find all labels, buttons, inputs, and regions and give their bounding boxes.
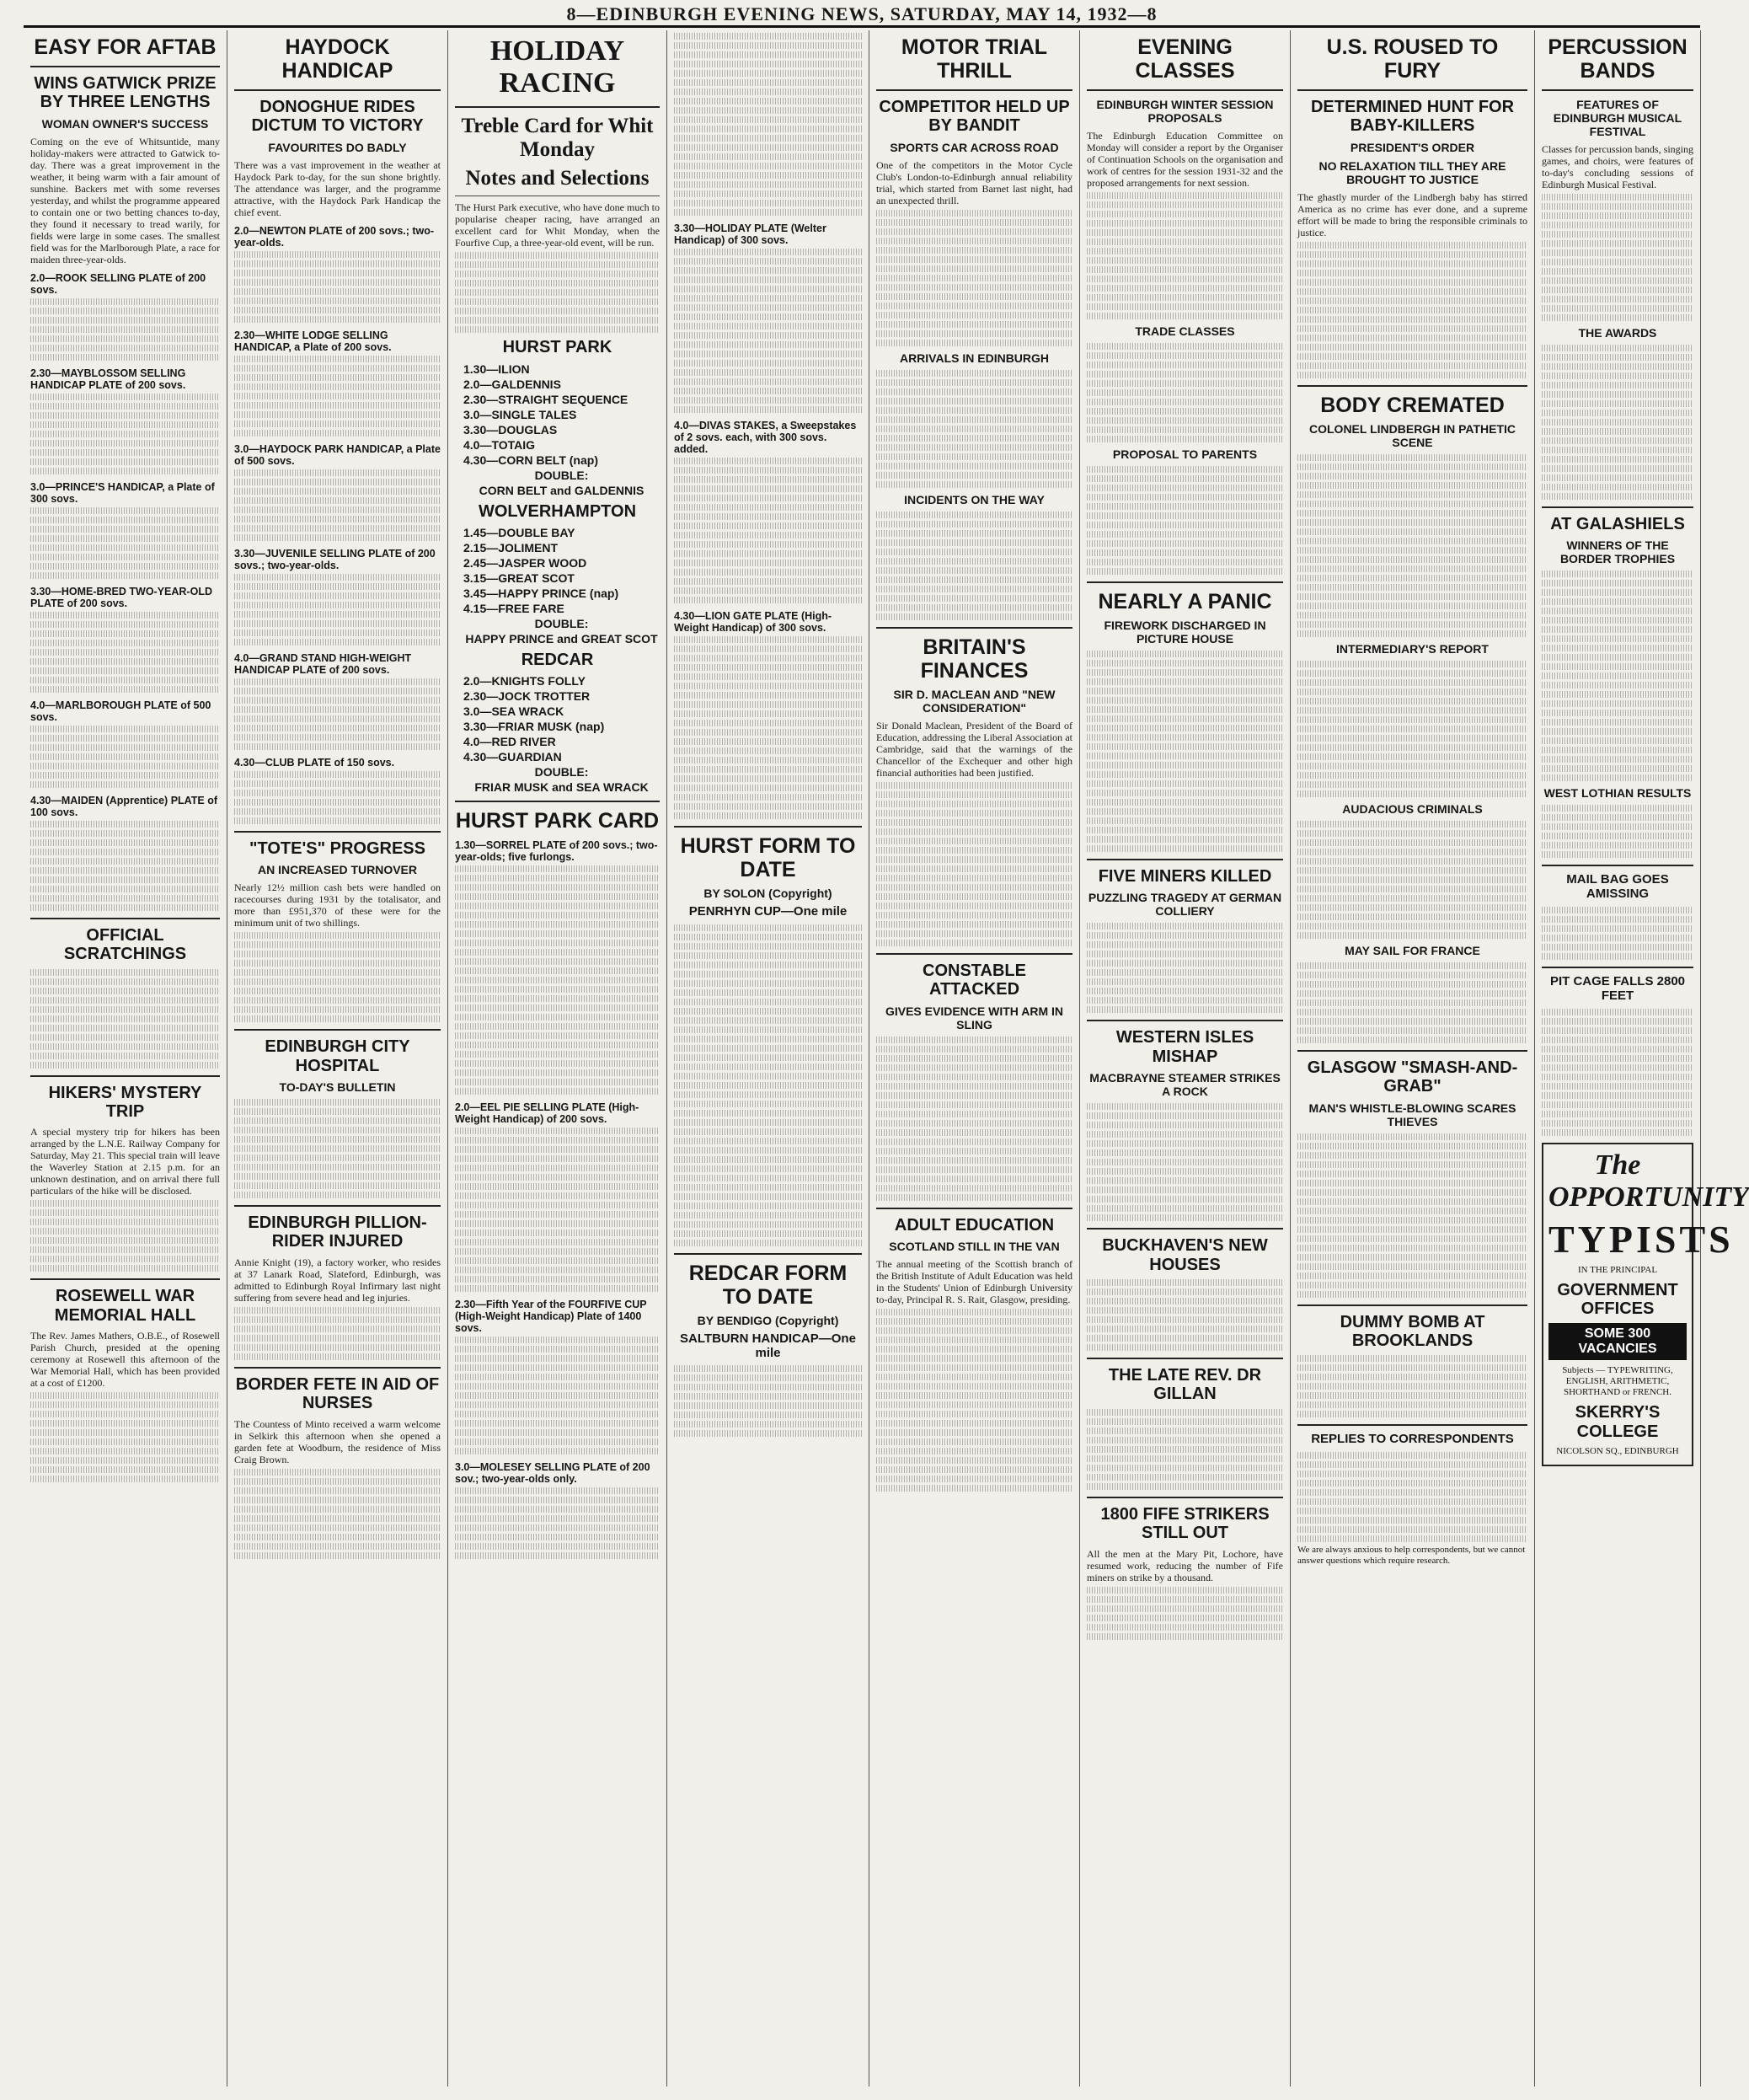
race-heading: 4.30—LION GATE PLATE (High-Weight Handicap) of 300 sovs. — [674, 610, 832, 634]
selection-item: 3.0—SEA WRACK — [463, 704, 564, 719]
headline-mail-bag: MAIL BAG GOES AMISSING — [1566, 872, 1669, 902]
race-heading: 3.30—JUVENILE SELLING PLATE of 200 sovs.; two-year-olds. — [234, 547, 436, 571]
race-heading: 3.30—HOME-BRED TWO-YEAR-OLD PLATE of 200 sovs. — [30, 585, 212, 609]
subhead-border-trophies: WINNERS OF THE BORDER TROPHIES — [1559, 538, 1676, 566]
subhead-west-lothian: WEST LOTHIAN RESULTS — [1543, 786, 1692, 801]
advert-government: GOVERNMENT OFFICES — [1557, 1280, 1678, 1318]
masthead: 8—EDINBURGH EVENING NEWS, SATURDAY, MAY 14, 1932—8 — [24, 3, 1700, 28]
selection-item: 4.30—GUARDIAN — [463, 750, 562, 764]
race-heading: 2.0—ROOK SELLING PLATE of 200 sovs. — [30, 271, 206, 296]
subhead-notes-selections: Notes and Selections — [465, 167, 650, 190]
selection-item: 4.0—TOTAIG — [463, 437, 536, 452]
subhead-incidents: INCIDENTS ON THE WAY — [904, 492, 1045, 506]
subhead-proposal-parents: PROPOSAL TO PARENTS — [1112, 447, 1258, 461]
race-heading: 2.0—EEL PIE SELLING PLATE (High-Weight Handicap) of 200 sovs. — [455, 1101, 639, 1126]
headline-pillion-rider: EDINBURGH PILLION-RIDER INJURED — [248, 1213, 427, 1251]
headline-galashiels: AT GALASHIELS — [1550, 515, 1685, 533]
selection-item: 3.45—HAPPY PRINCE (nap) — [463, 586, 619, 600]
heading-saltburn: SALTBURN HANDICAP—One mile — [680, 1331, 856, 1360]
heading-hurst-park-card: HURST PARK CARD — [455, 809, 660, 833]
headline-motor-trial: MOTOR TRIAL THRILL — [901, 35, 1048, 83]
article-lindbergh-body: The ghastly murder of the Lindbergh baby has stirred America as no crime has ever done, and a supreme effort will be made to bring the responsible criminals to justice. — [1297, 190, 1527, 238]
subhead-german-colliery: PUZZLING TRAGEDY AT GERMAN COLLIERY — [1088, 891, 1282, 919]
selection-item: 4.0—RED RIVER — [463, 735, 556, 749]
headline-hurst-form: HURST FORM TO DATE — [680, 834, 856, 881]
headline-fife-strikers: 1800 FIFE STRIKERS STILL OUT — [1100, 1504, 1270, 1543]
advert-subjects: Subjects — TYPEWRITING, ENGLISH, ARITHMETIC, SHORTHAND or FRENCH. — [1562, 1365, 1673, 1398]
subhead-turnover: AN INCREASED TURNOVER — [257, 863, 417, 877]
byline-bendigo: BY BENDIGO (Copyright) — [697, 1313, 839, 1327]
article-fete-body: The Countess of Minto received a warm welcome in Selkirk this afternoon when she opened a garden fete at Woodburn, the residence of Miss Craig Brown. — [234, 1417, 441, 1465]
article-holiday-body: The Hurst Park executive, who have done much to popularise cheaper racing, have arranged an excellent card for Whit Monday, when the Fourfive Cup, a three-year-old event, will be run. — [455, 201, 660, 249]
selection-item: 2.0—GALDENNIS — [463, 377, 561, 391]
selection-item: 3.30—DOUGLAS — [463, 422, 558, 437]
selection-item: 2.15—JOLIMENT — [463, 540, 559, 554]
subhead-scotland-van: SCOTLAND STILL IN THE VAN — [889, 1239, 1060, 1253]
subhead-trade-classes: TRADE CLASSES — [1135, 324, 1235, 338]
double-label: DOUBLE: — [534, 468, 589, 482]
article-gatwick-body: Coming on the eve of Whitsuntide, many holiday-makers were attracted to Gatwick to-day. There was a great improvement in the weather, it being warm with a fair amount of sunshine. Backers met with some reverses yesterday, and whilst the programme appeared to contain one or two betting chances to-day, they found it necessary to tread warily, for fields were large in some cases. The smallest field was for the Marlborough Plate, a race for maiden three-year-olds. — [30, 135, 220, 265]
selection-item: 2.0—KNIGHTS FOLLY — [463, 674, 586, 688]
heading-hurst-park: HURST PARK — [502, 338, 612, 357]
correspondents-note: We are always anxious to help correspondents, but we cannot answer questions which require research. — [1297, 1545, 1526, 1567]
subhead-awards: THE AWARDS — [1578, 326, 1657, 340]
selection-item: 1.30—ILION — [463, 362, 530, 376]
column-1 — [24, 30, 227, 2087]
double-label: DOUBLE: — [534, 616, 589, 630]
headline-nearly-panic: NEARLY A PANIC — [1098, 590, 1272, 613]
subhead-bulletin: TO-DAY'S BULLETIN — [279, 1079, 396, 1094]
column-4 — [667, 30, 869, 2087]
heading-penrhyn-cup: PENRHYN CUP—One mile — [688, 904, 848, 919]
advert-skerrys — [1542, 1143, 1749, 1467]
article-education-body: The annual meeting of the Scottish branch of the British Institute of Adult Education was held in the Students' Union of Edinburgh University to-day, Principal R. S. Rait, Glasgow, presiding. — [876, 1257, 1072, 1305]
headline-pit-cage: PIT CAGE FALLS 2800 FEET — [1549, 973, 1686, 1003]
column-6 — [1080, 30, 1291, 2087]
subhead-sail-france: MAY SAIL FOR FRANCE — [1345, 943, 1480, 957]
subhead-winter-session: EDINBURGH WINTER SESSION PROPOSALS — [1096, 98, 1274, 125]
double-label: DOUBLE: — [534, 765, 589, 779]
race-heading: 4.30—MAIDEN (Apprentice) PLATE of 100 sovs. — [30, 794, 218, 818]
headline-hikers-mystery-trip: HIKERS' MYSTERY TRIP — [48, 1083, 202, 1121]
race-heading: 3.30—HOLIDAY PLATE (Welter Handicap) of 300 sovs. — [674, 222, 826, 246]
headline-rosewell-hall: ROSEWELL WAR MEMORIAL HALL — [54, 1287, 196, 1325]
subhead-audacious: AUDACIOUS CRIMINALS — [1342, 801, 1483, 816]
race-heading: 2.30—Fifth Year of the FOURFIVE CUP (High-Weight Handicap) Plate of 1400 sovs. — [455, 1299, 647, 1335]
subhead-arm-in-sling: GIVES EVIDENCE WITH ARM IN SLING — [885, 1004, 1064, 1031]
headline-constable-attacked: CONSTABLE ATTACKED — [923, 961, 1026, 999]
subhead-maclean: SIR D. MACLEAN AND "NEW CONSIDERATION" — [893, 687, 1056, 715]
byline-solon: BY SOLON (Copyright) — [703, 887, 832, 900]
race-heading: 4.30—CLUB PLATE of 150 sovs. — [234, 756, 395, 769]
advert-college: SKERRY'S COLLEGE — [1575, 1403, 1661, 1441]
article-pillion-body: Annie Knight (19), a factory worker, who resides at 37 Lanark Road, Slateford, Edinburgh, was admitted to Edinburgh Royal Infirmary last night suffering from severe head and leg injuries. — [234, 1256, 441, 1304]
double-selection: CORN BELT and GALDENNIS — [479, 483, 645, 497]
subhead-treble-card: Treble Card for Whit Monday — [461, 115, 654, 162]
headline-us-roused: U.S. ROUSED TO FURY — [1326, 35, 1499, 83]
subhead-intermediary: INTERMEDIARY'S REPORT — [1336, 641, 1489, 656]
article-rosewell-body: The Rev. James Mathers, O.B.E., of Rosewell Parish Church, presided at the opening ceremony at Rosewell this afternoon of the War Memorial Hall, which has been provided at a cost of £1200. — [30, 1330, 220, 1390]
headline-buckhaven: BUCKHAVEN'S NEW HOUSES — [1102, 1236, 1268, 1274]
advert-address: NICOLSON SQ., EDINBURGH — [1556, 1446, 1679, 1457]
headline-city-hospital: EDINBURGH CITY HOSPITAL — [265, 1037, 410, 1075]
subhead-whistle: MAN'S WHISTLE-BLOWING SCARES THIEVES — [1308, 1101, 1516, 1128]
selection-item: 1.45—DOUBLE BAY — [463, 525, 575, 539]
headline-holiday-racing: HOLIDAY RACING — [489, 35, 625, 99]
headline-western-isles: WESTERN ISLES MISHAP — [1115, 1028, 1254, 1066]
advert-typists: TYPISTS — [1548, 1217, 1734, 1261]
double-selection: HAPPY PRINCE and GREAT SCOT — [465, 631, 658, 646]
headline-haydock-handicap: HAYDOCK HANDICAP — [281, 35, 393, 83]
subhead-pathetic-scene: COLONEL LINDBERGH IN PATHETIC SCENE — [1309, 421, 1516, 449]
selection-item: 2.30—JOCK TROTTER — [463, 689, 591, 704]
race-heading: 3.0—HAYDOCK PARK HANDICAP, a Plate of 500 sovs. — [234, 442, 441, 467]
headline-redcar-form: REDCAR FORM TO DATE — [688, 1261, 848, 1309]
headline-easy-for-aftab: EASY FOR AFTAB — [34, 35, 217, 59]
article-festival-body: Classes for percussion bands, singing games, and choirs, were features of to-day's concluding sessions of Edinburgh Musical Festival. — [1542, 143, 1693, 190]
race-heading: 4.0—DIVAS STAKES, a Sweepstakes of 2 sovs. each, with 300 sovs. added. — [674, 420, 857, 455]
double-selection: FRIAR MUSK and SEA WRACK — [474, 780, 649, 795]
race-heading: 3.0—PRINCE'S HANDICAP, a Plate of 300 sovs. — [30, 480, 215, 505]
subhead-bandit: COMPETITOR HELD UP BY BANDIT — [879, 98, 1070, 136]
column-3 — [448, 30, 667, 2087]
subhead-presidents-order: PRESIDENT'S ORDER — [1350, 140, 1475, 154]
headline-five-miners: FIVE MINERS KILLED — [1098, 867, 1272, 886]
advert-vacancies: SOME 300 VACANCIES — [1548, 1323, 1687, 1360]
headline-evening-classes: EVENING CLASSES — [1135, 35, 1235, 83]
selection-item: 2.30—STRAIGHT SEQUENCE — [463, 392, 628, 406]
subhead-arrivals: ARRIVALS IN EDINBURGH — [899, 351, 1050, 365]
race-heading: 3.0—MOLESEY SELLING PLATE of 200 sov.; two-year-olds only. — [455, 1461, 650, 1486]
race-heading: 2.30—MAYBLOSSOM SELLING HANDICAP PLATE of 200 sovs. — [30, 367, 186, 391]
subhead-musical-festival: FEATURES OF EDINBURGH MUSICAL FESTIVAL — [1553, 98, 1682, 138]
column-5 — [869, 30, 1080, 2087]
headline-official-scratchings: OFFICIAL SCRATCHINGS — [63, 925, 187, 964]
article-tote-body: Nearly 12½ million cash bets were handled on racecourses during 1931 by the totalisator, and more than £951,370 of these were for the minimum unit of two shillings. — [234, 881, 441, 929]
headline-percussion-bands: PERCUSSION BANDS — [1548, 35, 1687, 83]
headline-dummy-bomb: DUMMY BOMB AT BROOKLANDS — [1340, 1312, 1485, 1350]
subhead-baby-killers: DETERMINED HUNT FOR BABY-KILLERS — [1310, 98, 1515, 136]
selection-item: 4.15—FREE FARE — [463, 601, 564, 615]
article-haydock-body: There was a vast improvement in the weather at Haydock Park to-day, for the sun shone brightly. The attendance was larger, and the programme attractive, with the Haydock Park Handicap the chief event. — [234, 158, 441, 218]
race-heading: 2.30—WHITE LODGE SELLING HANDICAP, a Plate of 200 sovs. — [234, 329, 392, 353]
headline-adult-education: ADULT EDUCATION — [894, 1215, 1055, 1235]
race-heading: 1.30—SORREL PLATE of 200 sovs.; two-year-olds; five furlongs. — [455, 839, 658, 864]
article-motor-body: One of the competitors in the Motor Cycle Club's London-to-Edinburgh annual reliability trial, which started from Barnet last night, had an unexpected thrill. — [876, 158, 1072, 206]
headline-border-fete: BORDER FETE IN AID OF NURSES — [235, 1374, 440, 1413]
article-fife-body: All the men at the Mary Pit, Lochore, have resumed work, reducing the number of Fife miners on strike by a thousand. — [1087, 1547, 1283, 1583]
advert-opportunity: The OPPORTUNITY — [1548, 1149, 1749, 1213]
heading-redcar: REDCAR — [521, 650, 594, 669]
article-finances-body: Sir Donald Maclean, President of the Board of Education, addressing the Liberal Association at Cambridge, said that the warnings of the Chancellor of the Exchequer and other high financial authorities had been justified. — [876, 719, 1072, 779]
race-heading: 2.0—NEWTON PLATE of 200 sovs.; two-year-olds. — [234, 224, 435, 249]
subhead-favourites: FAVOURITES DO BADLY — [268, 140, 407, 154]
heading-wolverhampton: WOLVERHAMPTON — [478, 501, 637, 521]
race-heading: 4.0—MARLBOROUGH PLATE of 500 sovs. — [30, 699, 211, 723]
headline-body-cremated: BODY CREMATED — [1320, 393, 1505, 417]
subhead-gatwick: WINS GATWICK PRIZE BY THREE LENGTHS — [34, 74, 217, 112]
advert-principal: IN THE PRINCIPAL — [1577, 1264, 1658, 1275]
subhead-donoghue: DONOGHUE RIDES DICTUM TO VICTORY — [251, 98, 424, 136]
selection-item: 3.15—GREAT SCOT — [463, 571, 575, 585]
selection-item: 4.30—CORN BELT (nap) — [463, 453, 598, 467]
headline-rev-gillan: THE LATE REV. DR GILLAN — [1108, 1365, 1262, 1404]
column-7 — [1291, 30, 1535, 2087]
headline-smash-grab: GLASGOW "SMASH-AND-GRAB" — [1307, 1058, 1518, 1096]
selection-item: 3.30—FRIAR MUSK (nap) — [463, 720, 605, 734]
subhead-steamer: MACBRAYNE STEAMER STRIKES A ROCK — [1089, 1071, 1281, 1099]
selection-item: 2.45—JASPER WOOD — [463, 555, 587, 570]
subhead-sports-car: SPORTS CAR ACROSS ROAD — [890, 140, 1059, 154]
headline-totes-progress: "TOTE'S" PROGRESS — [249, 838, 425, 858]
article-classes-body: The Edinburgh Education Committee on Monday will consider a report by the Organiser of Continuation Schools on the organisation and work of centres for the session 1931-32 and the proposed arrangements for next session. — [1087, 130, 1283, 189]
subhead-firework: FIREWORK DISCHARGED IN PICTURE HOUSE — [1104, 619, 1266, 646]
column-2 — [227, 30, 448, 2087]
race-heading: 4.0—GRAND STAND HIGH-WEIGHT HANDICAP PLATE of 200 sovs. — [234, 651, 412, 676]
headline-britains-finances: BRITAIN'S FINANCES — [920, 635, 1029, 683]
article-hikers-body: A special mystery trip for hikers has been arranged by the L.N.E. Railway Company for Saturday, May 21. This special train will leave the Waverley Station at 2.15 p.m. for an unknown destination, and on arrival there full particulars of the hike will be disclosed. — [30, 1126, 220, 1197]
selection-item: 3.0—SINGLE TALES — [463, 407, 577, 421]
column-8 — [1535, 30, 1749, 2087]
subhead-woman-owner: WOMAN OWNER'S SUCCESS — [41, 116, 209, 131]
subhead-no-relaxation: NO RELAXATION TILL THEY ARE BROUGHT TO JUSTICE — [1318, 158, 1506, 186]
headline-replies: REPLIES TO CORRESPONDENTS — [1311, 1432, 1514, 1447]
